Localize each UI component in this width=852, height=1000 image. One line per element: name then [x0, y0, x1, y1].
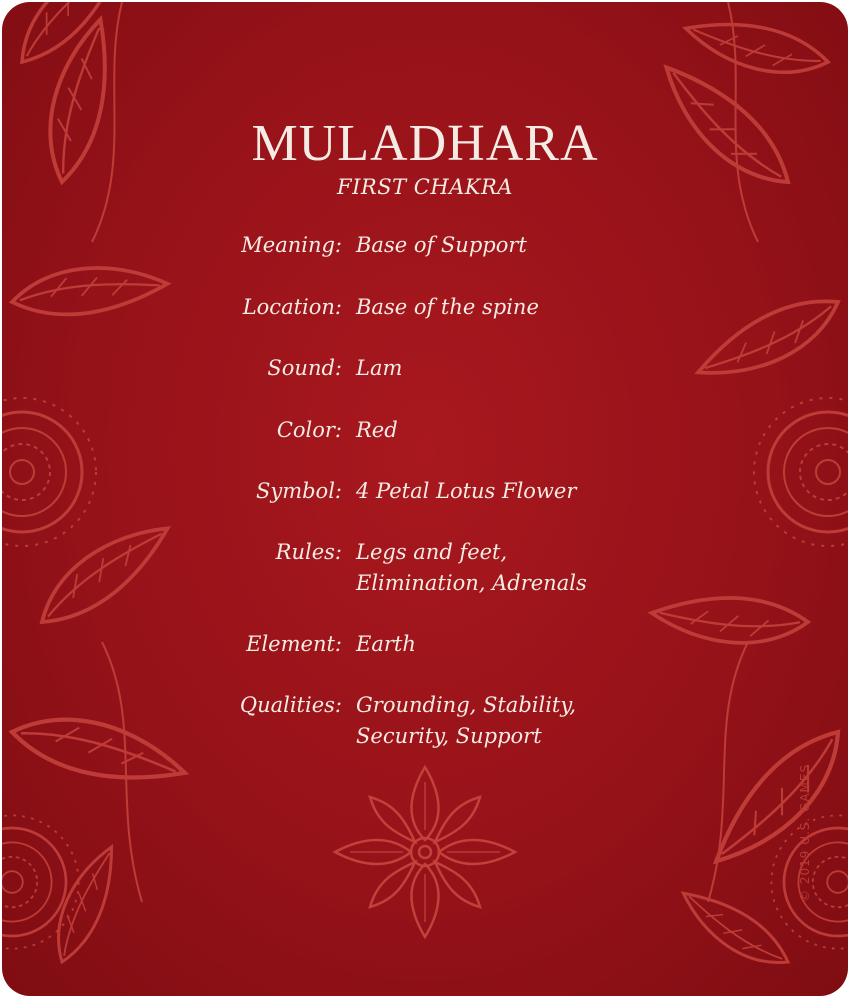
attribute-label: Symbol:: [255, 479, 342, 503]
attribute-value: Legs and feet,: [356, 540, 508, 564]
attribute-label: Sound:: [267, 356, 342, 380]
attribute-value: Red: [356, 418, 398, 442]
attribute-value: Grounding, Stability,: [356, 693, 577, 717]
attribute-value: Security, Support: [356, 724, 542, 748]
card-title: MULADHARA: [251, 115, 599, 172]
attribute-label: Meaning:: [241, 233, 342, 257]
mandala-lotus-icon: [335, 767, 515, 937]
attribute-label: Qualities:: [239, 693, 342, 717]
attribute-label: Rules:: [275, 540, 342, 564]
attribute-value: Elimination, Adrenals: [356, 571, 587, 595]
attribute-value: Base of Support: [356, 233, 527, 257]
attribute-value: 4 Petal Lotus Flower: [356, 479, 577, 503]
attribute-label: Element:: [246, 632, 342, 656]
attribute-label: Color:: [276, 418, 342, 442]
chakra-card: [2, 2, 848, 996]
copyright-notice: © 2019 U.S. GAMES: [798, 763, 812, 902]
attribute-value: Lam: [356, 356, 403, 380]
attribute-value: Earth: [356, 632, 416, 656]
card-subtitle: FIRST CHAKRA: [337, 175, 513, 199]
attribute-value: Base of the spine: [356, 295, 539, 319]
attribute-label: Location:: [242, 295, 342, 319]
